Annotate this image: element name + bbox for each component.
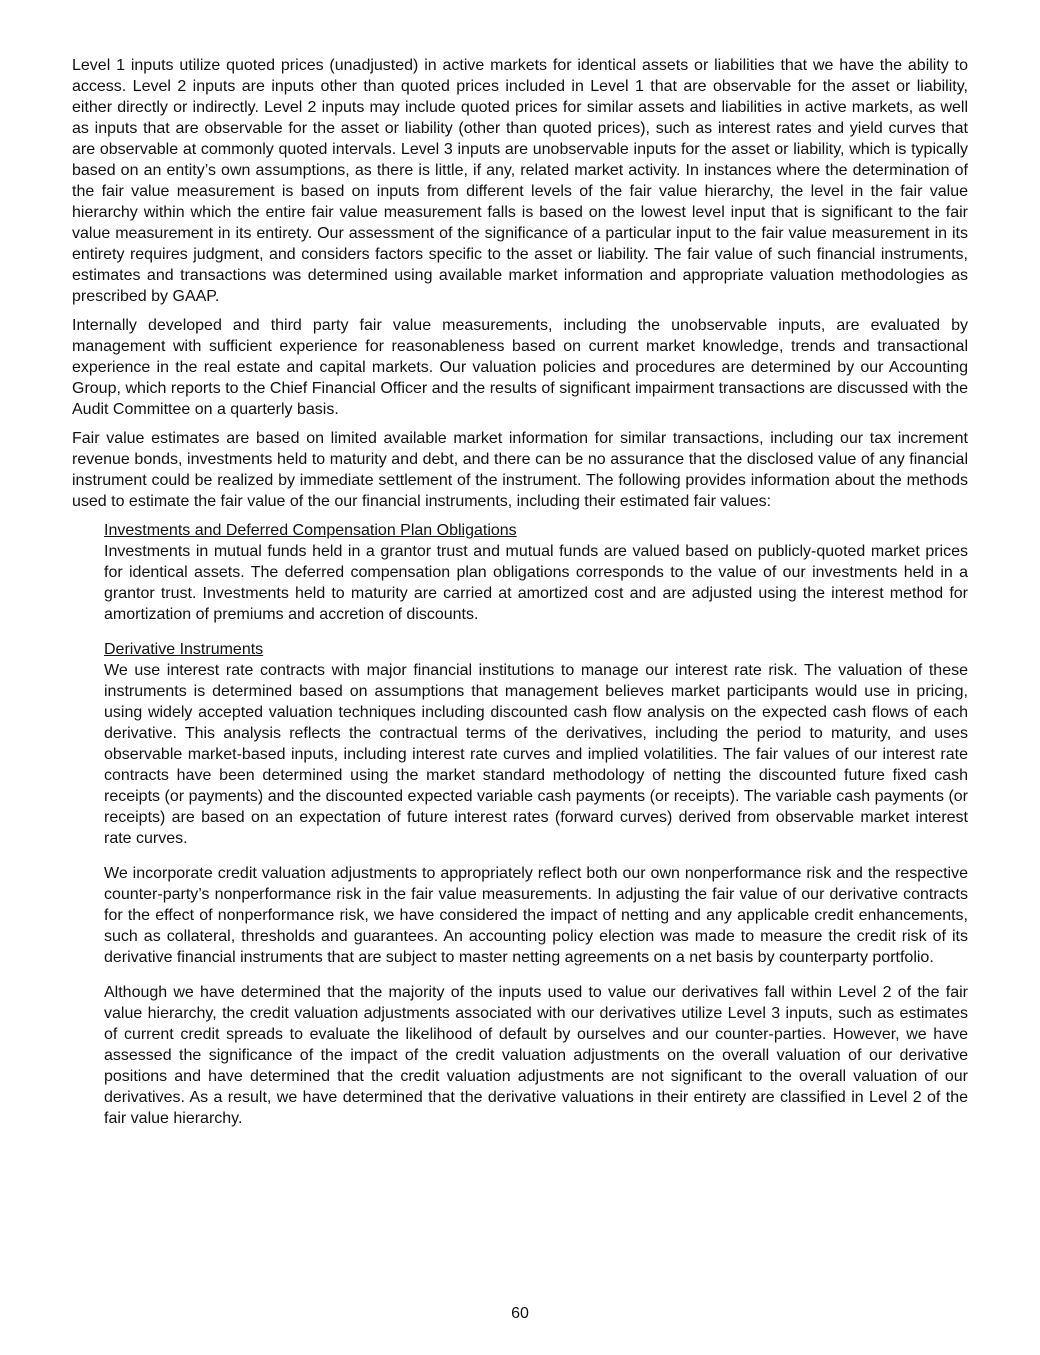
paragraph-derivatives-body-3: Although we have determined that the majority of the inputs used to value our derivatives fall within Level 2 of the fair value hierarchy, the credit valuation adjustments associated with our derivatives utilize Level 3 inputs, such as estimates of current credit spreads to evaluate the likelihood of default by ourselves and our counter-parties. However, we have assessed the significance of the impact of the credit valuation adjustments on the overall valuation of our derivative positions and have determined that the credit valuation adjustments are not significant to the overall valuation of our derivatives. As a result, we have determined that the derivative valuations in their entirety are classified in Level 2 of the fair value hierarchy. bbox=[104, 984, 968, 1127]
paragraph-derivatives-body-2: We incorporate credit valuation adjustments to appropriately reflect both our own nonperformance risk and the respective counter-party’s nonperformance risk in the fair value measurements. In adjusting the fair value of our derivative contracts for the effect of nonperformance risk, we have considered the impact of netting and any applicable credit enhancements, such as collateral, thresholds and guarantees. An accounting policy election was made to measure the credit risk of its derivative financial instruments that are subject to master netting agreements on a net basis by counterparty portfolio. bbox=[104, 865, 968, 966]
paragraph-internal-measurements: Internally developed and third party fair value measurements, including the unobservable inputs, are evaluated by management with sufficient experience for reasonableness based on current market knowledge, trends and transactional experience in the real estate and capital markets. Our valuation policies and procedures are determined by our Accounting Group, which reports to the Chief Financial Officer and the results of significant impairment transactions are discussed with the Audit Committee on a quarterly basis. bbox=[72, 317, 968, 418]
paragraph-fair-value-levels: Level 1 inputs utilize quoted prices (unadjusted) in active markets for identical assets or liabilities that we have the ability to access. Level 2 inputs are inputs other than quoted prices included in Level 1 that are observable for the asset or liability, either directly or indirectly. Level 2 inputs may include quoted prices for similar assets and liabilities in active markets, as well as inputs that are observable for the asset or liability (other than quoted prices), such as interest rates and yield curves that are observable at commonly quoted intervals. Level 3 inputs are unobservable inputs for the asset or liability, which is typically based on an entity’s own assumptions, as there is little, if any, related market activity. In instances where the determination of the fair value measurement is based on inputs from different levels of the fair value hierarchy, the level in the fair value hierarchy within which the entire fair value measurement falls is based on the lowest level input that is significant to the fair value measurement in its entirety. Our assessment of the significance of a particular input to the fair value measurement in its entirety requires judgment, and considers factors specific to the asset or liability. The fair value of such financial instruments, estimates and transactions was determined using available market information and appropriate valuation methodologies as prescribed by GAAP. bbox=[72, 57, 968, 305]
section-title-derivatives: Derivative Instruments bbox=[104, 641, 264, 658]
page-number: 60 bbox=[511, 1305, 529, 1322]
document-page bbox=[72, 55, 968, 1129]
section-derivatives bbox=[104, 639, 968, 1129]
section-investments bbox=[104, 520, 968, 625]
paragraph-derivatives-body-1: We use interest rate contracts with major financial institutions to manage our interest rate risk. The valuation of these instruments is determined based on assumptions that management believes market participants would use in pricing, using widely accepted valuation techniques including discounted cash flow analysis on the expected cash flows of each derivative. This analysis reflects the contractual terms of the derivatives, including the period to maturity, and uses observable market-based inputs, including interest rate curves and implied volatilities. The fair values of our interest rate contracts have been determined using the market standard methodology of netting the discounted future fixed cash receipts (or payments) and the discounted expected variable cash payments (or receipts). The variable cash payments (or receipts) are based on an expectation of future interest rates (forward curves) derived from observable market interest rate curves. bbox=[104, 662, 968, 847]
paragraph-investments-body: Investments in mutual funds held in a grantor trust and mutual funds are valued based on publicly-quoted market prices for identical assets. The deferred compensation plan obligations corresponds to the value of our investments held in a grantor trust. Investments held to maturity are carried at amortized cost and are adjusted using the interest method for amortization of premiums and accretion of discounts. bbox=[104, 543, 968, 623]
paragraph-fair-value-estimates: Fair value estimates are based on limited available market information for similar transactions, including our tax increment revenue bonds, investments held to maturity and debt, and there can be no assurance that the disclosed value of any financial instrument could be realized by immediate settlement of the instrument. The following provides information about the methods used to estimate the fair value of the our financial instruments, including their estimated fair values: bbox=[72, 430, 968, 510]
section-title-investments: Investments and Deferred Compensation Plan Obligations bbox=[104, 522, 517, 539]
